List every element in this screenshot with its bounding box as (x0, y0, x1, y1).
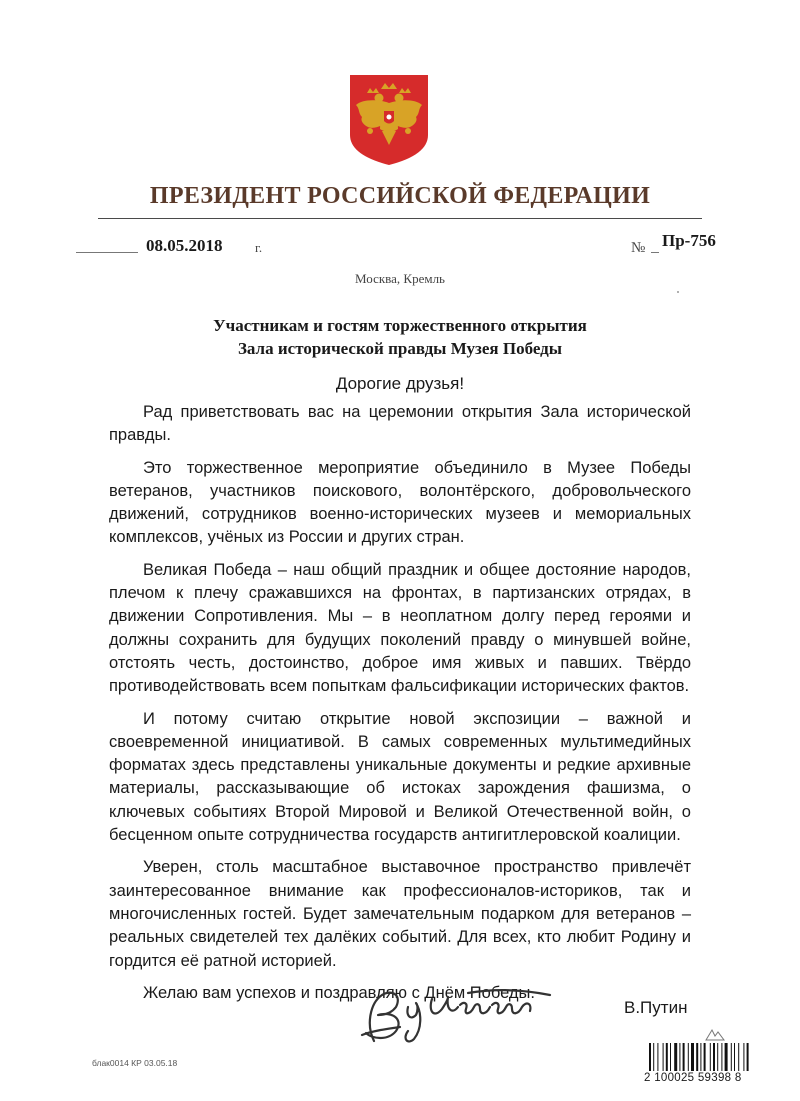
signatory-name: В.Путин (624, 998, 688, 1017)
handwritten-signature (352, 985, 564, 1047)
paragraph: Желаю вам успехов и поздравляю с Днём Победы. (143, 983, 535, 1002)
russian-coat-of-arms-icon (348, 73, 430, 167)
addressee-block (0, 314, 800, 360)
document-number: Пр-756 (662, 231, 716, 250)
form-code: блак0014 КР 03.05.18 (92, 1058, 178, 1068)
addressee-line-2: Зала исторической правды Музея Победы (237, 339, 563, 358)
greeting: Дорогие друзья! (335, 374, 465, 393)
document-place: Москва, Кремль (355, 271, 445, 286)
number-label: № (631, 240, 646, 256)
paragraph: Уверен, столь масштабное выставочное пространство привлечёт заинтересованное внимание как профессионалов-историков, так и многочисленных гостей. Будет замечательным подарком для ветеранов – реальных свидетелей тех далёких событий. Для всех, кто любит Родину и гордится её ратной историей. (109, 858, 691, 970)
document-date: 08.05.2018 (146, 236, 223, 255)
letter-body (109, 401, 691, 1014)
barcode-number: 2 100025 59398 8 (644, 1072, 742, 1084)
paragraph: Великая Победа – наш общий праздник и общее достояние народов, плечом к плечу сражавшихся на фронтах, в партизанских отрядах, в движении Сопротивления. Мы – в неоплатном долгу перед героями и должны сохранить для будущих поколений правду о минувшей войне, отстоять честь, достоинство, доброе имя живых и павших. Твёрдо противодействовать всем попыткам фальсификации исторических фактов. (109, 560, 691, 696)
date-underline (76, 252, 138, 253)
number-underline (651, 252, 659, 253)
date-suffix: г. (255, 240, 263, 255)
paragraph: И потому считаю открытие новой экспозиции – важной и своевременной инициативой. В самых современных мультимедийных форматах здесь представлены уникальные документы и редкие архивные материалы, рассказывающие об истоках зарождения фашизма, о ключевых событиях Второй Мировой и Великой Отечественной войн, о бесценном опыте сотрудничества государств антигитлеровской коалиции. (109, 709, 691, 845)
stamp-mark-icon (704, 1028, 726, 1042)
barcode-icon (648, 1043, 776, 1071)
scan-speck (677, 291, 679, 293)
paragraph: Рад приветствовать вас на церемонии открытия Зала исторической правды. (109, 403, 691, 445)
page-title: ПРЕЗИДЕНТ РОССИЙСКОЙ ФЕДЕРАЦИИ (149, 183, 651, 209)
header-divider (98, 218, 702, 219)
addressee-line-1: Участникам и гостям торжественного открытия (213, 316, 587, 335)
paragraph: Это торжественное мероприятие объединило в Музее Победы ветеранов, участников поискового, волонтёрского, добровольческого движений, сотрудников военно-исторических музеев и мемориальных комплексов, учёных из России и других стран. (109, 458, 691, 547)
